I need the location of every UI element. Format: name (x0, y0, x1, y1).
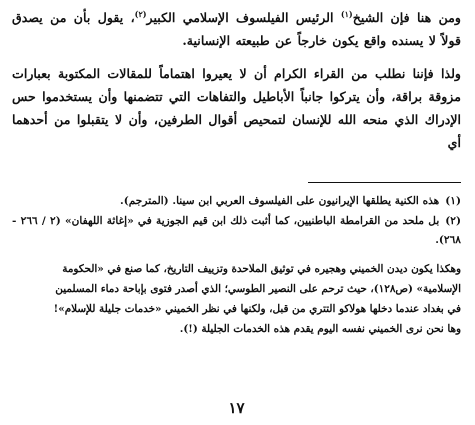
footnote-1-number: (١) (445, 195, 461, 207)
footnote-1 (12, 192, 461, 212)
footnote-note-line: في بغداد عندما دخلها هولاكو التتري من قبل، ولكنها في نظر الخميني «خدمات جليلة للإسلام»! (53, 302, 461, 315)
paragraph-1-text-middle: الرئيس الفيلسوف الإسلامي الكبير (146, 10, 341, 25)
paragraph-2: ولذا فإننا نطلب من القراء الكرام أن لا يعيروا اهتماماً للمقالات المكتوبة بعبارات مزوقة براقة، وأن يتركوا جانباً الأباطيل والتفاهات التي تتضمنها وأن يستخدموا حس الإدراك الذي منحه الله للإنسان لتمحيص أقوال الطرفين، وأن لا يتقبلوا من أحدهما أي (12, 66, 461, 150)
footnotes-section (12, 192, 461, 339)
document-page (12, 6, 461, 425)
footnote-note-line: وهكذا يكون ديدن الخميني وهجيره في توثيق الملاحدة وتزييف التاريخ، كما صنع في «الحكومة (62, 262, 461, 275)
footnote-separator (308, 182, 461, 183)
paragraph-1-text-end: ، يقول بأن من يصدق قولاً لا يسنده واقع يكون خارجاً عن طبيعته الإنسانية. (12, 10, 461, 48)
footnote-note-line: وها نحن نرى الخميني نفسه اليوم يقدم هذه الخدمات الجليلة (!). (179, 322, 461, 335)
footnote-note-line: الإسلامية» (ص١٢٨)، حيث ترحم على النصير الطوسي؛ الذي أصدر فتوى بإباحة دماء المسلمين (55, 282, 461, 295)
page-number: ١٧ (228, 399, 245, 417)
paragraph-1-text-start: ومن هنا فإن الشيخ (352, 10, 461, 25)
paragraph-1 (12, 6, 461, 52)
footnote-2 (12, 212, 461, 251)
footnote-ref-2[interactable]: (٢) (134, 8, 147, 19)
footnote-2-number: (٢) (445, 214, 462, 227)
footnote-2-continuation (12, 259, 461, 339)
footnote-1-text: هذه الكنية يطلقها الإيرانيون على الفيلسوف العربي ابن سينا. (المترجم). (120, 195, 440, 207)
footnote-2-text: بل ملحد من القرامطة الباطنيين، كما أثبت ذلك ابن قيم الجوزية في «إغاثة اللهفان» (٢ / ٢٦٦ - ٢٦٨). (12, 214, 461, 246)
footnote-ref-1[interactable]: (١) (340, 8, 353, 19)
